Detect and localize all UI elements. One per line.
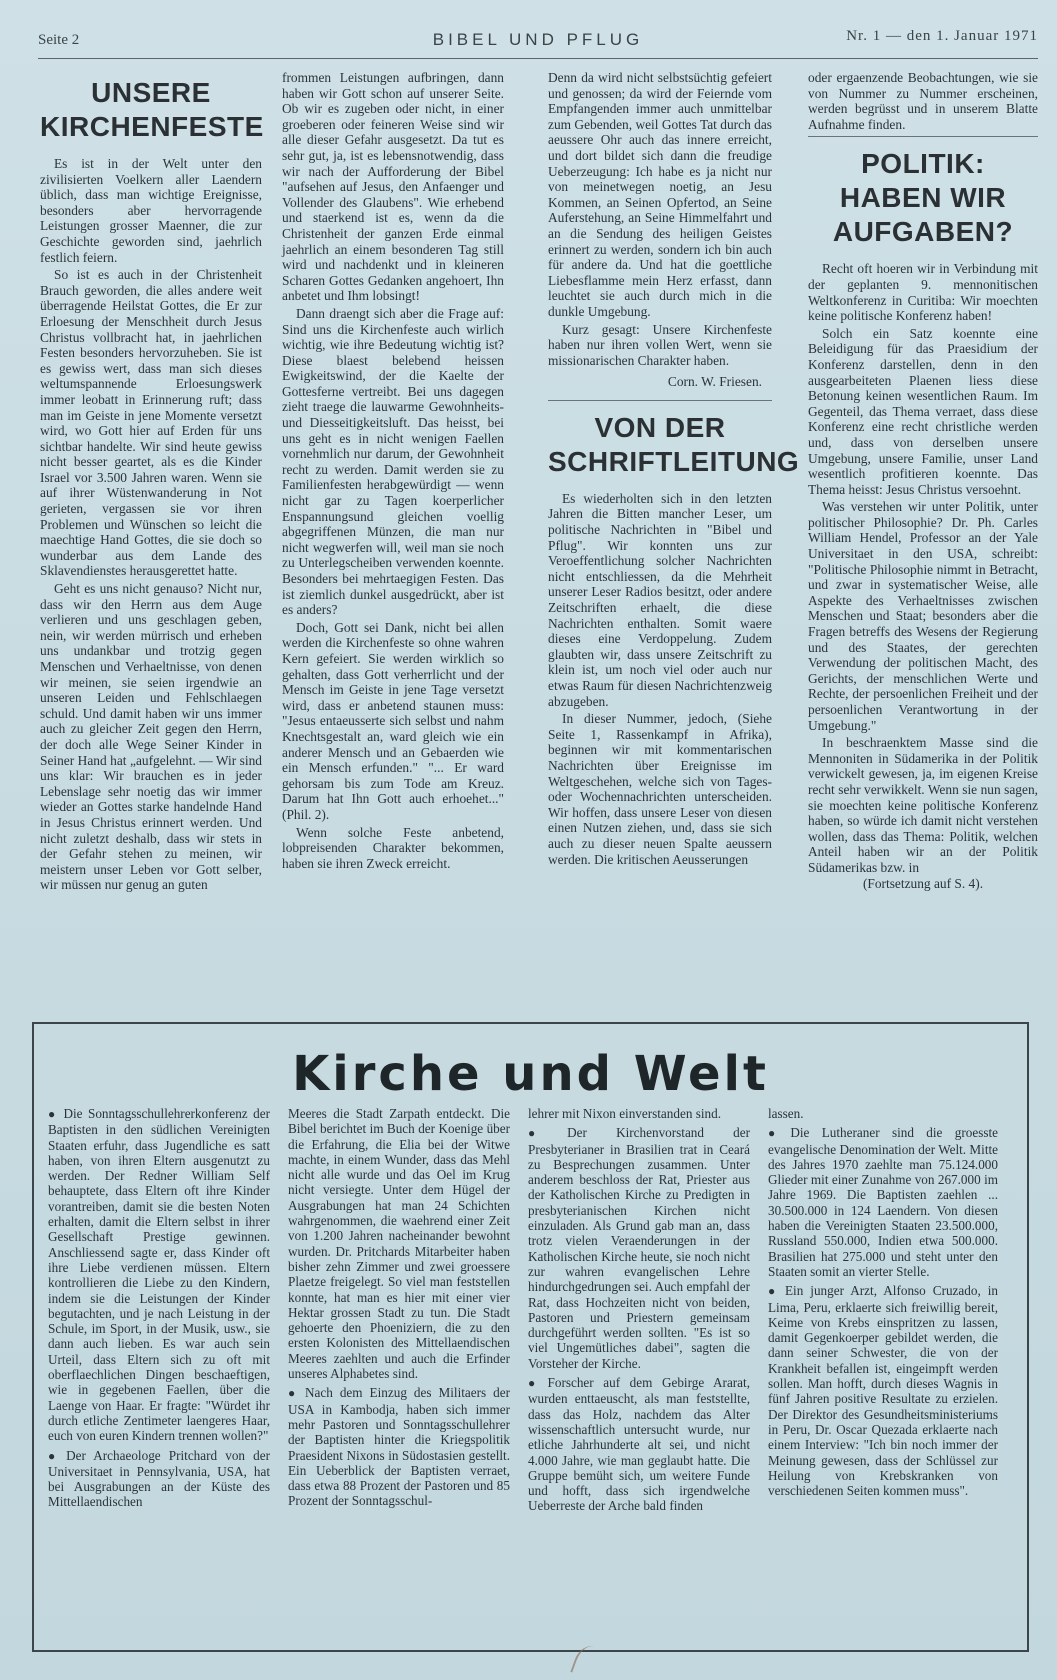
box-column-3 bbox=[528, 1106, 750, 1646]
box-title: Kirche und Welt bbox=[292, 1046, 769, 1102]
news-item: ● Der Kirchenvorstand der Presbyterianer in Brasilien trat in Ceará zu Besprechungen zusammen. Unter anderem beschloss der Rat, Priester aus der Katholischen Kirche zu Predigten in presbyterianischen Kirchen nicht einzuladen. Als Grund gab man an, dass trotz vielen Veraenderungen in der Katholischen Kirche heute, sie noch nicht zur wahren evangelischen Lehre hindurchgedrungen sei. Auch empfahl der Rat, dass Hochzeiten nicht von beiden, Pastoren und Priestern gemeinsam durchgeführt werden sollten. "Es ist so viel Ungemütliches dabei", sagten die Vorsteher der Kirche. bbox=[528, 1125, 751, 1371]
paragraph: Wenn solche Feste anbetend, lobpreisenden Charakter bekommen, haben sie ihren Zweck erreicht. bbox=[282, 824, 504, 871]
news-item: ● Der Archaeologe Pritchard von der Universitaet in Pennsylvania, USA, hat bei Ausgrabungen an der Küste des Mittellaendischen bbox=[48, 1447, 270, 1510]
paragraph: Denn da wird nicht selbstsüchtig gefeiert und genossen; da wird der Feiernde vom Empfangenden immer auch unmittelbar zum Gebenden, weil Gottes Tat durch das aeussere Ohr auch das innere erreicht, und dort bildet sich dann die freudige Ueberzeugung: Ich habe es ja nicht nur von meinetwegen noetig, an Jesu Kommen, an Seinen Opfertod, an Seine Auferstehung, an Seine Himmelfahrt und an die Sendung des heiligen Geistes erinnert zu werden, sondern ich bin auch für andere da. Und hat die goettliche Liebesflamme mein Herz erfasst, dann leuchtet sie auch durch mich in die dunkle Umgebung. bbox=[548, 70, 772, 319]
continuation-note: (Fortsetzung auf S. 4). bbox=[862, 875, 984, 891]
issue-date: Nr. 1 — den 1. Januar 1971 bbox=[846, 28, 1038, 44]
news-item: lassen. bbox=[768, 1106, 804, 1121]
paragraph: Es wiederholten sich in den letzten Jahren die Bitten mancher Leser, um politische Nachrichten in "Bibel und Pflug". Wir konnten uns zur Veroeffentlichung solcher Nachrichten nicht entschliessen, da die Mehrheit unserer Leser Radios besitzt, oder andere Zeitschriften erhaelt, die diese Nachrichten enthalten. Somit waere dieses eine Verdoppelung. Zudem glaubten wir, dass unsere Zeitschrift zu klein ist, um noch viel oder auch nur etwas Raum für diesen Nachrichtenzweig abzugeben. bbox=[548, 490, 772, 709]
bullet-icon: ● bbox=[48, 1107, 58, 1121]
bullet-icon: ● bbox=[768, 1284, 779, 1299]
masthead-rule bbox=[38, 58, 1038, 59]
paragraph: Was verstehen wir unter Politik, unter politischer Philosophie? Dr. Ph. Carles William Hendel, Professor an der Yale Universitaet in den USA, schreibt: "Politische Philosophie nimmt in Betracht, und zwar in systematischer Weise, alle Aspekte des Verhaeltnisses zwischen Menschen und Staat; besonders aber die Fragen betreffs des Wesens der Regierung und des Staates, der gerechten Verwendung der politischen Macht, des Gerichts, der menschlichen Werte und Rechte, der persoenlichen Freiheit und der persoenlichen Verantwortung in der Umgebung." bbox=[808, 499, 1038, 733]
divider bbox=[808, 136, 1038, 137]
paragraph: Doch, Gott sei Dank, nicht bei allen werden die Kirchenfeste so ohne wahren Kern gefeiert. Sie werden wirklich so gehalten, dass Gott verherrlicht und der Mensch im Geiste in jene Tage versetzt wird, dass er anbetend staunen muss: "Jesus entaeusserte sich selbst und nahm Knechtsgestalt an, ward gleich wie ein anderer Mensch und an Gebaerden wie ein Mensch erfunden." "... Er ward gehorsam bis zum Tode am Kreuz. Darum hat Ihn Gott auch erhoehet..." (Phil. 2). bbox=[282, 619, 504, 822]
box-column-2 bbox=[288, 1106, 510, 1646]
paragraph: Kurz gesagt: Unsere Kirchenfeste haben nur ihren vollen Wert, wenn sie missionarischen Charakter haben. bbox=[548, 321, 772, 368]
paragraph: oder ergaenzende Beobachtungen, wie sie von Nummer zu Nummer erscheinen, werden begrüsst und in unserem Blatte Aufnahme finden. bbox=[808, 70, 1038, 132]
news-item: ● Die Sonntagsschullehrerkonferenz der Baptisten in den südlichen Vereinigten Staaten erfuhr, dass Jugendliche es satt haben, von ihren Eltern ausgenutzt zu werden. Der Redner William Self behauptete, dass Eltern oft ihre Kinder vorantreiben, damit sie die besten Noten erhalten, damit die Eltern selbst in ihrer Gesellschaft Prestige gewinnen. Anschliessend sagte er, dass Kinder oft ihre Liebe verdienen müssen. Eltern kontrollieren die Liebe zu den Kindern, indem sie die Leistungen der Kinder begutachten, und je nach Leistung in der Schule, im Sport, in der Musik, usw., sie dann auch lieben. Es war auch sein Urteil, dass Eltern sich zu oft mit oberflaechlichen Dingen beschaeftigen, wie in gegebenen Faellen, über die Laenge von Haar. Er fragte: "Würdet ihr durch etliche Zentimeter laengeres Haar, euch von euren Kindern trennen wollen?" bbox=[48, 1106, 270, 1444]
box-column-4 bbox=[768, 1106, 998, 1646]
news-item: ● Forscher auf dem Gebirge Ararat, wurden enttaeuscht, als man feststellte, dass das Holz, nachdem das Alter wissenschaftlich untersucht wurde, nur etliche Jahrhunderte alt sei, und nicht 4.000 Jahre, wie man geglaubt hatte. Die Gruppe bemüht sich, um weitere Funde und hofft, dass sich irgendwelche Ueberreste der Arche bald finden bbox=[528, 1375, 750, 1514]
bullet-icon: ● bbox=[528, 1126, 562, 1141]
news-item: ● Ein junger Arzt, Alfonso Cruzado, in Lima, Peru, erklaerte sich freiwillig bereit, Keime von Krebs einspritzen zu lassen, damit Gegenkoerper gebildet werden, die dann seiner Schwester, die von der Krankheit befallen ist, eingeimpft werden sollen. Man hofft, durch dieses Wagnis in fünf Jahren positive Resultate zu erzielen. Der Direktor des Gesundheitsministeriums in Peru, Dr. Oscar Quezada erklaerte nach einem Interview: "Ich bin noch immer der Meinung gewesen, dass der Schlüssel zur Heilung von Krebskranken von verschiedenen Seiten kommen muss". bbox=[768, 1283, 999, 1499]
column-2 bbox=[282, 70, 504, 990]
bullet-icon: ● bbox=[528, 1376, 542, 1391]
article-heading-politik: POLITIK: HABEN WIR AUFGABEN? bbox=[832, 148, 1014, 248]
news-item: ● Nach dem Einzug des Militaers der USA in Kambodja, haben sich immer mehr Pastoren und Sonntagsschullehrer der Baptisten hinter die Kriegspolitik Praesident Nixons in Südostasien gestellt. Ein Ueberblick der Baptisten verraet, dass etwa 88 Prozent der Pastoren und 85 Prozent der Sonntagsschul- bbox=[288, 1385, 510, 1509]
divider bbox=[548, 400, 772, 401]
paragraph: Dann draengt sich aber die Frage auf: Sind uns die Kirchenfeste auch wirlich wichtig, wie ihre Bedeutung wichtig ist? Diese blaest belebend heissen Ewigkeitswind, der die Kaelte der Gottesferne vertreibt. Bei uns dagegen zieht traege die lauwarme Gewohnheits- und Diesseitigkeitsluft. Das heisst, bei uns geht es in nicht wenigen Faellen vornehmlich nur darum, der Gewohnheit recht zu werden. Damit werden sie zu Familienfesten herabgewürdigt — wenn nicht gar zu Tagen koerperlicher Enspannungsund gleichen voellig abgegriffenen Münzen, die man nur nicht wegwerfen will, weil man sie noch zu Unterlegscheiben verwenden koennte. Besonders bei mehrtaegigen Festen. Das ist ziemlich dunkel ausgedrückt, aber ist es anders? bbox=[282, 305, 504, 618]
box-column-1 bbox=[48, 1106, 270, 1646]
page-number: Seite 2 bbox=[38, 32, 80, 48]
bullet-icon: ● bbox=[288, 1386, 299, 1401]
news-item: lehrer mit Nixon einverstanden sind. bbox=[528, 1106, 722, 1121]
paragraph: Solch ein Satz koennte eine Beleidigung für das Praesidium der Konferenz darstellen, denn in den ausgearbeiteten Plaenen liess diese Betonung keinen wesentlichen Raum. Im Gegenteil, das Thema verraet, dass diese Konferenz eine recht christliche werden und, dass von derselben unsere Umgebung, unsere Familie, unser Land wesentlich profitieren koennte. Das Thema heisst: Jesus Christus versoehnt. bbox=[808, 325, 1038, 497]
masthead bbox=[38, 28, 1038, 56]
paragraph: So ist es auch in der Christenheit Brauch geworden, die alles andere weit überragende Heilstat Gottes, die Er zur Erloesung der Menschheit durch Jesus Christus vollbracht hat, in jaehrlichen Festen besonders hervorzuheben. Sie ist es gewiss wert, dass man sich dieses weltumspannende Erloesungswerk immer leobatt in Erinnerung ruft; dass man im Geiste in jene Momente versetzt wird, wo Gott hier auf Erden für uns sichtbar handelte. Wir sind heute gewiss nicht besser geartet, als es die Kinder Israel vor 3.500 Jahren waren. Wenn sie auf ihrer Wüstenwanderung in Not gerieten, vergassen sie vor ihren Problemen und Wünschen so leicht die maechtige Hand Gottes, die sie doch so wunderbar aus dem Lande des Sklavendienstes herausgerettet hatte. bbox=[40, 267, 262, 579]
news-item: ● Die Lutheraner sind die groesste evangelische Denomination der Welt. Mitte des Jahres 1970 zaehlte man 75.124.000 Glieder mit einer Zunahme von 267.000 im Jahre 1969. Die Baptisten zaehlen ... 30.500.000 in 124 Laendern. Von diesen haben die Vereinigten Staaten 23.500.000, Russland 550.000, Indien etwa 500.000. Brasilien hat 275.000 und steht unter den Staaten somit an vierter Stelle. bbox=[768, 1125, 998, 1279]
paper-title: BIBEL UND PFLUG bbox=[432, 30, 644, 49]
news-item: Meeres die Stadt Zarpath entdeckt. Die Bibel berichtet im Buch der Koenige über die Erfahrung, die Elia bei der Witwe machte, in einem Wunder, dass das Mehl nicht alle wurde und das Oel im Krug nicht versiegte. Unter dem Hügel der Ausgrabungen hat man 24 Schichten wahrgenommen, die waehrend einer Zeit von 1.200 Jahren nacheinander bewohnt wurden. Dr. Pritchards Mitarbeiter haben bisher zehn Zimmer und zwei groessere Plaetze freigelegt. So viel man feststellen konnte, hat man es hier mit einer vier Hektar grossen Stadt zu tun. Die Stadt gehoerte den Phoeniziern, die zu den ersten Kolonisten des Mittellaendischen Meeres zaehlten und auch die Erfinder unseres Alphabetes sind. bbox=[288, 1106, 510, 1382]
paragraph: Recht oft hoeren wir in Verbindung mit der geplanten 9. mennonitischen Weltkonferenz in Curitiba: Wir moechten keine politische Konferenz haben! bbox=[808, 261, 1038, 324]
paragraph: Es ist in der Welt unter den zivilisierten Voelkern aller Laendern üblich, dass man wichtige Ereignisse, besonders aber hervorragende Leistungen grosser Maenner, die zur Geschichte geworden sind, jaehrlich festlich feiern. bbox=[40, 156, 262, 265]
article-heading-schriftleitung: VON DER SCHRIFTLEITUNG bbox=[548, 411, 800, 477]
news-box-kirche-und-welt bbox=[32, 1022, 1029, 1652]
paragraph: frommen Leistungen aufbringen, dann haben wir Gott schon auf unserer Seite. Ob wir es zugeben oder nicht, in einer groeberen oder feineren Weise sind wir alle dieser Gefahr ausgesetzt. Da tut es sehr gut, ja, ist es lebensnotwendig, dass wir nach der Aufforderung der Bibel "aufsehen auf Jesus, den Anfaenger und Vollender des Glaubens". Wie erhebend und staerkend ist es, wenn da die Christenheit der ganzen Erde einmal jaehrlich an einem besonderen Tag still wird und nachdenkt und in kleineren Scharen Gottes Gedanken angehoert, Ihn anbetet und Ihm lobsingt! bbox=[282, 70, 504, 304]
column-4 bbox=[808, 70, 1038, 990]
bullet-icon: ● bbox=[48, 1448, 61, 1463]
paragraph: Geht es uns nicht genauso? Nicht nur, dass wir den Herrn aus dem Auge verlieren und uns geschlagen geben, nein, wir werden mürrisch und erheben uns undankbar und trotzig gegen Menschen und Verhaeltnisse, von denen wir meinen, sie seien irgendwie an unseren Leiden und Fehlschlaegen schuld. Und damit haben wir uns immer auch zu gleicher Zeit gegen den Herrn, der doch alle Wege Seiner Kinder in Seiner Hand hat „aufgelehnt. — Wir sind uns klar: Wir brauchen es in jeder Lebenslage sehr noetig das wir immer wieder an Gottes starke handelnde Hand in Jesus Christus erinnert werden. Und nicht zuletzt deshalb, dass wir stets in der Gefahr stehen zu meinen, wir meistern unser Leben vor Gott selber, wir müssen nur genug an guten bbox=[40, 581, 262, 893]
bullet-icon: ● bbox=[768, 1126, 785, 1141]
author-signature: Corn. W. Friesen. bbox=[667, 374, 762, 390]
column-3 bbox=[548, 70, 800, 990]
column-1 bbox=[40, 70, 262, 990]
article-heading-kirchenfeste: UNSERE KIRCHENFESTE bbox=[40, 77, 264, 142]
paragraph: In beschraenktem Masse sind die Mennoniten in Südamerika in der Politik verwickelt gewesen, ja, im eigenen Kreise recht sehr verwikkelt. Wenn sie nun sagen, sie moechten keine politische Konferenz haben, so würde ich damit nicht verstehen wollen, dass das Thema: Politik, welchen Anteil haben wir an der Politik Südamerikas bzw. in bbox=[808, 735, 1038, 875]
paragraph: In dieser Nummer, jedoch, (Siehe Seite 1, Rassenkampf in Afrika), beginnen wir mit kommentarischen Nachrichten über Ereignisse im Weltgeschehen, welche sich von Tages- oder Wochennachrichten unterscheiden. Wir hoffen, dass unsere Leser von diesen einen Nutzen ziehen, und, dass sie sich auch zu dieser neuen Spalte aeussern werden. Die kritischen Aeusserungen bbox=[548, 711, 772, 867]
